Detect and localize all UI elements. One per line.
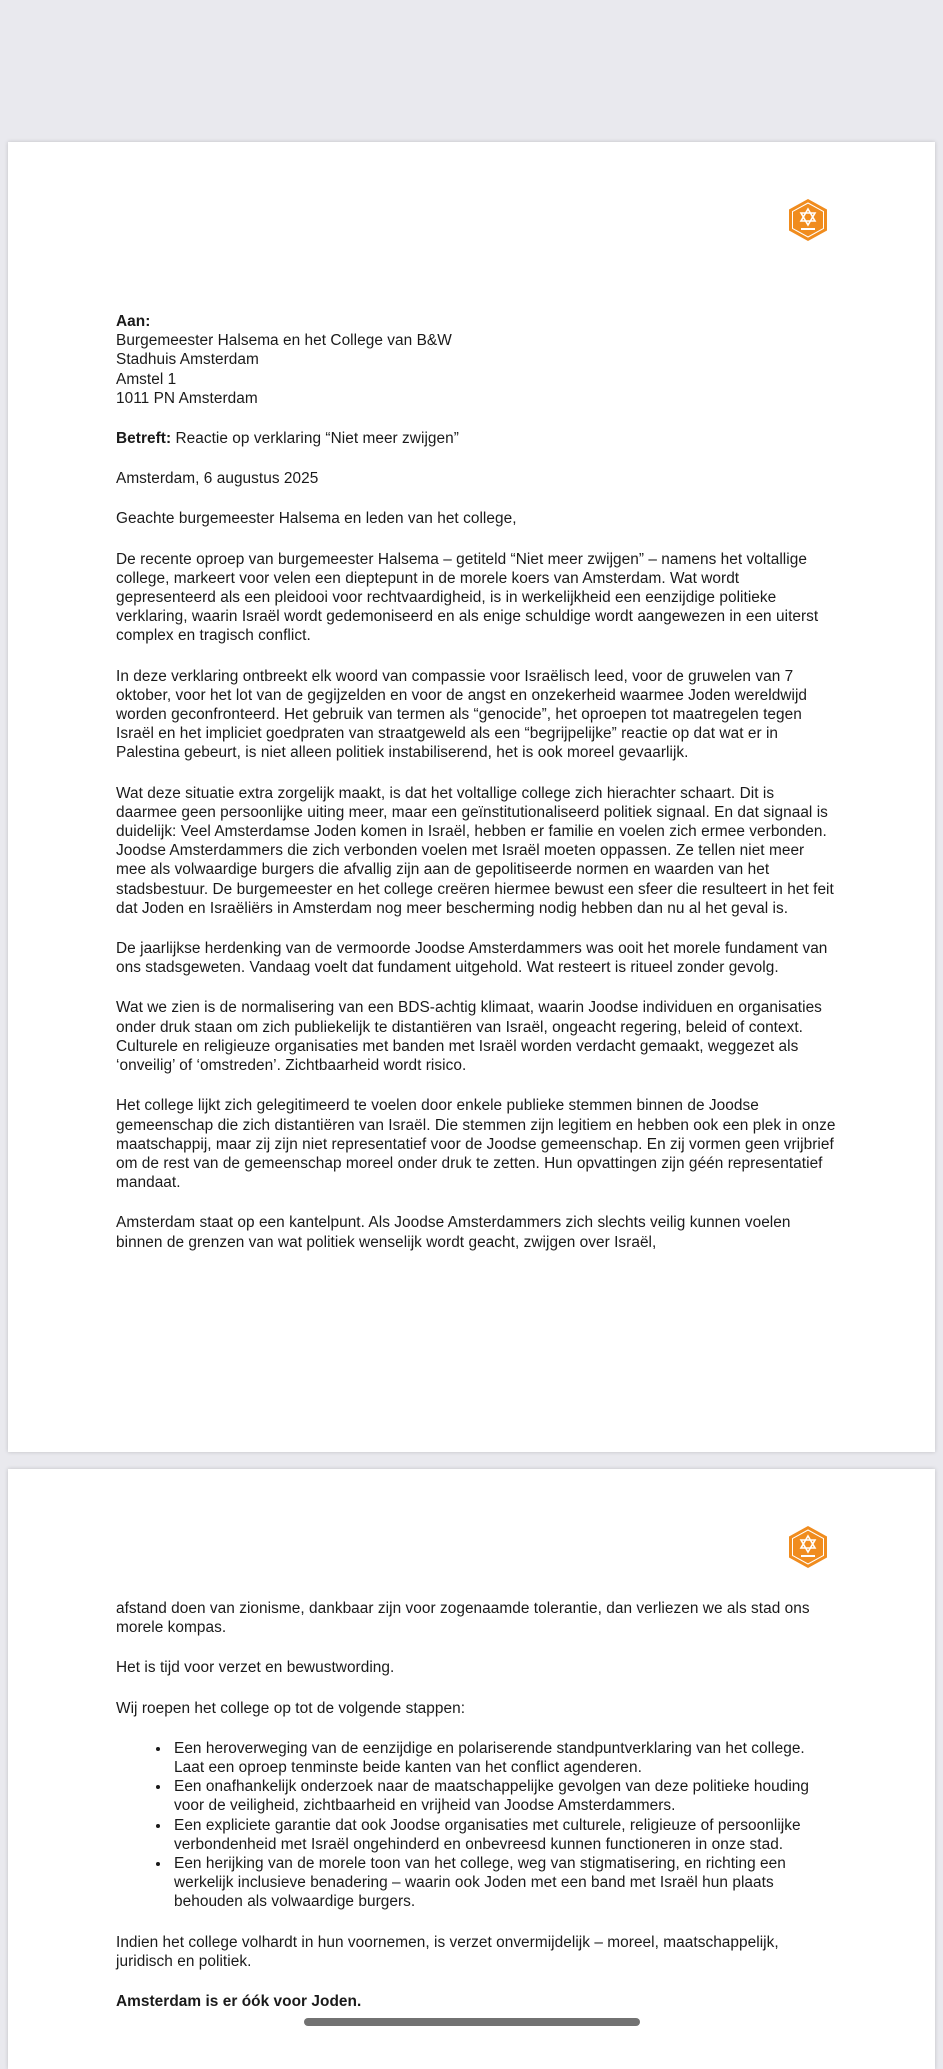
- hexagon-star-logo-icon: [786, 1524, 830, 1570]
- document-page-2: [8, 1469, 935, 2069]
- recipient-label: Aan:: [116, 313, 151, 330]
- organization-logo: [786, 197, 830, 243]
- body-paragraph: Wat deze situatie extra zorgelijk maakt, is dat het voltallige college zich hierachter schaart. Dit is daarmee geen persoonlijke uiting meer, maar een geïnstitutionaliseerd politiek signaal. En dat signaal is duidelijk: Veel Amsterdamse Joden komen in Israël, hebben er familie en voelen zich ermee verbonden. Joodse Amsterdammers die zich verbonden voelen met Israël moeten oppassen. Ze tellen niet meer mee als volwaardige burgers die afvallig zijn aan de gepolitiseerde normen en waarden van het stadsbestuur. De burgemeester en het college creëren hiermee bewust een sfeer die resulteert in het feit dat Joden en Israëliërs in Amsterdam nog meer bescherming nodig hebben dan nu al het geval is.: [116, 784, 834, 917]
- body-paragraph: Het college lijkt zich gelegitimeerd te voelen door enkele publieke stemmen binnen de Joodse gemeenschap die zich distantiëren van Israël. Die stemmen zijn legitiem en hebben ook een plek in onze maatschappij, maar zij zijn niet representatief voor de Joodse gemeenschap. En zij vormen geen vrijbrief om de rest van de gemeenschap moreel onder druk te zetten. Hun opvattingen zijn géén representatief mandaat.: [116, 1097, 836, 1192]
- document-page-1: [8, 142, 935, 1452]
- body-paragraph: Het is tijd voor verzet en bewustwording.: [116, 1659, 395, 1677]
- letter-body-page-2: [116, 1599, 836, 2032]
- address-line: Stadhuis Amsterdam: [116, 351, 259, 369]
- list-item: • Een herijking van de morele toon van het college, weg van stigmatisering, en richting een werkelijk inclusieve benadering – waarin ook Joden met een band met Israël hun plaats behouden als volwaardige burgers.: [171, 1854, 836, 1912]
- steps-list: [116, 1739, 836, 1912]
- hexagon-star-logo-icon: [786, 197, 830, 243]
- horizontal-scrollbar[interactable]: [304, 2018, 640, 2026]
- list-item: • Een expliciete garantie dat ook Joodse organisaties met culturele, religieuze of persoonlijke verbondenheid met Israël ongehinderd en onbevreesd kunnen functioneren in onze stad.: [171, 1816, 836, 1854]
- address-line: 1011 PN Amsterdam: [116, 389, 258, 407]
- body-paragraph: Wij roepen het college op tot de volgende stappen:: [116, 1699, 466, 1717]
- body-paragraph: In deze verklaring ontbreekt elk woord van compassie voor Israëlisch leed, voor de gruwelen van 7 oktober, voor het lot van de gegijzelden en voor de angst en onzekerheid waarmee Joden wereldwijd worden geconfronteerd. Het gebruik van termen als “genocide”, het oproepen tot maatregelen tegen Israël en het impliciet goedpraten van straatgeweld als een “begrijpelijke” reactie op dat wat er in Palestina gebeurt, is niet alleen politiek instabiliserend, het is ook moreel gevaarlijk.: [116, 667, 808, 762]
- salutation: Geachte burgemeester Halsema en leden van het college,: [116, 510, 517, 528]
- address-line: Burgemeester Halsema en het College van B&W: [116, 332, 452, 350]
- subject-line: [116, 429, 836, 448]
- organization-logo: [786, 1524, 830, 1570]
- list-item: • Een onafhankelijk onderzoek naar de maatschappelijke gevolgen van deze politieke houding voor de veiligheid, zichtbaarheid en vrijheid van Joodse Amsterdammers.: [171, 1777, 836, 1815]
- body-paragraph: afstand doen van zionisme, dankbaar zijn voor zogenaamde tolerantie, dan verliezen we als stad ons morele kompas.: [116, 1600, 810, 1637]
- body-paragraph: Wat we zien is de normalisering van een BDS-achtig klimaat, waarin Joodse individuen en organisaties onder druk staan om zich publiekelijk te distantiëren van Israël, ongeacht regering, beleid of context. Culturele en religieuze organisaties met banden met Israël worden verdacht gemaakt, weggezet als ‘onveilig’ of ‘omstreden’. Zichtbaarheid wordt risico.: [116, 999, 822, 1075]
- letter-date: Amsterdam, 6 augustus 2025: [116, 470, 319, 488]
- body-paragraph: De jaarlijkse herdenking van de vermoorde Joodse Amsterdammers was ooit het morele fundament van ons stadsgeweten. Vandaag voelt dat fundament uitgehold. Wat resteert is ritueel zonder gevolg.: [116, 940, 828, 977]
- final-statement: Amsterdam is er óók voor Joden.: [116, 1993, 362, 2011]
- subject-text: Reactie op verklaring “Niet meer zwijgen”: [171, 430, 459, 448]
- body-paragraph: De recente oproep van burgemeester Halsema – getiteld “Niet meer zwijgen” – namens het voltallige college, markeert voor velen een dieptepunt in de morele koers van Amsterdam. Wat wordt gepresenteerd als een pleidooi voor rechtvaardigheid, is in werkelijkheid een eenzijdige politieke verklaring, waarin Israël wordt gedemoniseerd en als enige schuldige wordt aangewezen in een uiterst complex en tragisch conflict.: [116, 550, 819, 645]
- recipient-address-block: [116, 312, 836, 408]
- list-item: • Een heroverweging van de eenzijdige en polariserende standpuntverklaring van het college. Laat een oproep tenminste beide kanten van het conflict agenderen.: [171, 1739, 836, 1777]
- letter-body-page-1: [116, 312, 836, 1273]
- subject-label: Betreft:: [116, 430, 172, 448]
- address-line: Amstel 1: [116, 370, 177, 388]
- closing-paragraph: Indien het college volhardt in hun voornemen, is verzet onvermijdelijk – moreel, maatschappelijk, juridisch en politiek.: [116, 1933, 779, 1970]
- body-paragraph: Amsterdam staat op een kantelpunt. Als Joodse Amsterdammers zich slechts veilig kunnen voelen binnen de grenzen van wat politiek wenselijk wordt geacht, zwijgen over Israël,: [116, 1214, 791, 1251]
